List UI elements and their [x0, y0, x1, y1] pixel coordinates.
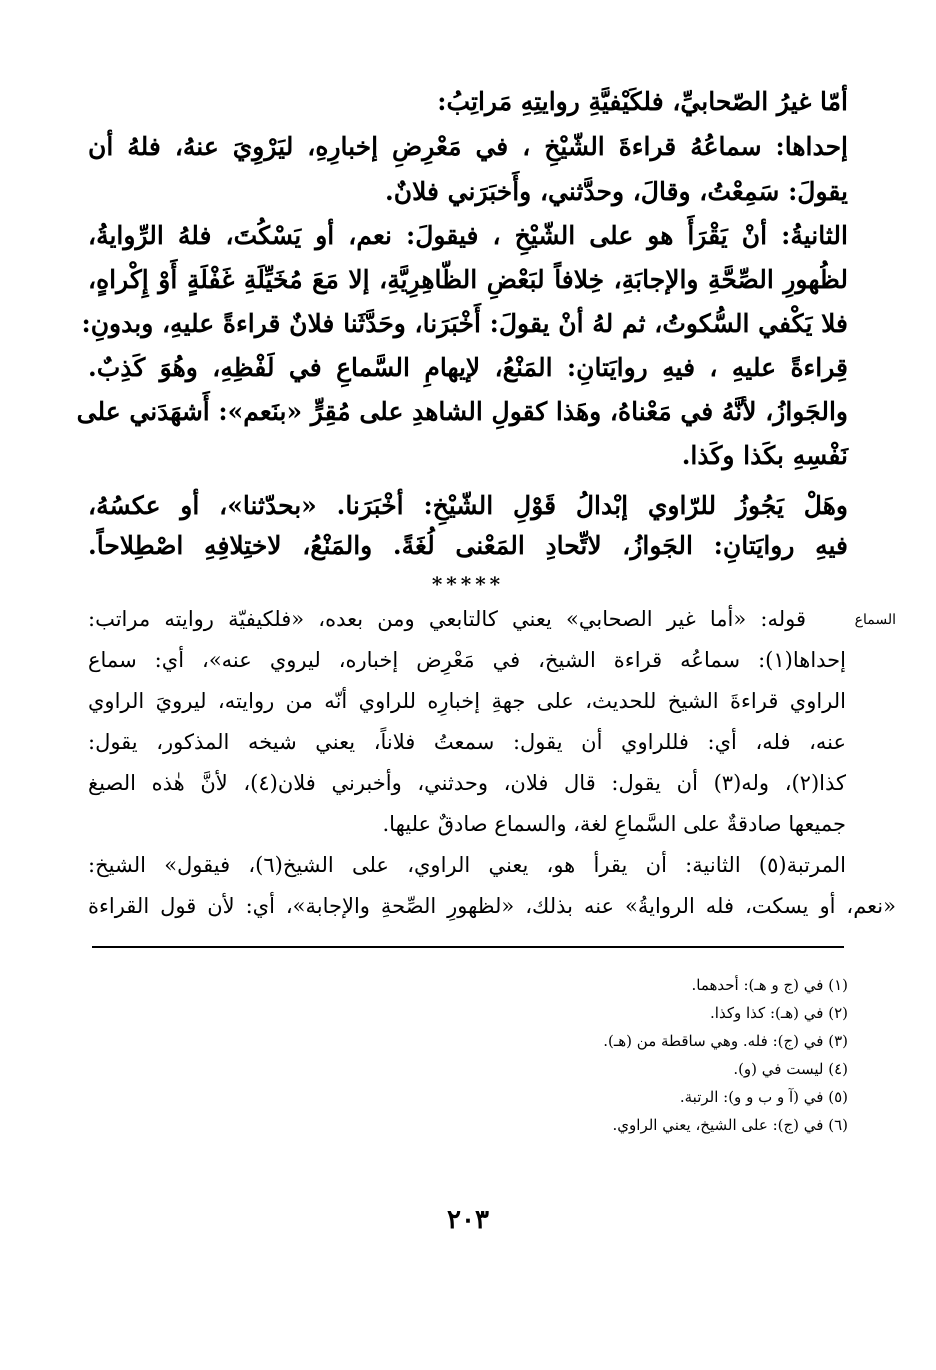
main-text-line: أمّا غيرُ الصّحابيِّ، فلكَيْفيَّةِ روايتِهِ مَراتِبُ: [437, 87, 848, 116]
footnote: (٦) في (ج): على الشيخ، يعني الراوي. [612, 1116, 848, 1134]
commentary-line: «نعم، أو يسكت، فله الروايةُ» عنه بذلك، «لظهورِ الصِّحةِ والإجابة»، أي: لأن قول القراءة [88, 894, 896, 918]
footnote: (٥) في (آ و ب و و): الرتبة. [679, 1088, 848, 1106]
main-text-line: يقولَ: سَمِعْتُ، وقالَ، وحدَّثني، وأَخبَرَني فلانٌ. [385, 177, 848, 206]
commentary-line: كذا(٢)، وله(٣) أن يقول: قال فلان، وحدثني، وأخبرني فلان(٤)، لأنَّ هٰذه الصيغ [88, 771, 847, 795]
commentary-line: إحداها(١): سماعُه قراءة الشيخ، في مَعْرِض إخباره، ليروي عنه»، أي: سماع [88, 648, 846, 672]
margin-note: السماع [854, 612, 896, 628]
main-text-line: الثانيةُ: أنْ يَقْرَأَ هو على الشّيْخِ ، فيقولَ: نعم، أو يَسْكُتَ، فلهُ الرِّوايةُ، [88, 221, 848, 250]
main-text-line: وهَلْ يَجُوزُ للرّاوي إبْدالُ قَوْلِ الشّيْخِ: أخْبَرَنا. «بحدّثنا»، أو عكسُهُ، [88, 491, 848, 520]
main-text-line: قِراءةً عليهِ ، فيهِ روايَتانِ: المَنْعُ، لإيهامِ السَّماعِ في لَفْظِهِ، وهُوَ كَذِبٌ. [88, 353, 848, 382]
section-separator: ***** [431, 572, 505, 596]
main-text-line: نَفْسِهِ بكَذا وكَذا. [681, 441, 848, 470]
commentary-line: قوله: «أما غير الصحابي» يعني كالتابعي ومن بعده، «فلكيفيّة روايته مراتب: [88, 607, 806, 631]
footnote-divider [92, 946, 844, 948]
footnote: (١) في (ج و هـ): أحدهما. [691, 976, 848, 994]
main-text-line: إحداها: سماعُهُ قراءةَ الشّيْخِ ، في مَعْرِضِ إخبارِهِ، ليَرْوِيَ عنهُ، فلهُ أن [88, 132, 848, 161]
main-text-line: لظُهورِ الصِّحَّةِ والإجابَةِ، خِلافاً لبَعْضِ الظّاهِرِيَّةِ، إلا مَعَ مُخَيِّلَةِ غَفْلَةٍ أَوْ إِكْراهٍ، [88, 265, 848, 294]
main-text-line: والجَوازُ، لأنَّهُ في مَعْناهُ، وهَذا كقولِ الشاهدِ على مُقِرٍّ «بنَعم»: أَشهَدَني على [76, 397, 848, 426]
commentary-line: عنه، فله، أي: فللراوي أن يقول: سمعتُ فلاناً، يعني شيخه المذكور، يقول: [88, 730, 846, 754]
main-text-line: فلا يَكْفي السُّكوتُ، ثم لهُ أنْ يقولَ: أَخْبَرَنا، وحَدَّثَنا فلانٌ قراءةً عليهِ، وبدونِ: [81, 309, 848, 338]
footnote: (٣) في (ج): فله. وهي ساقطة من (هـ). [603, 1032, 848, 1050]
footnote: (٤) ليست في (و). [733, 1060, 848, 1078]
main-text-line: فيهِ روايَتانِ: الجَوازُ، لاتِّحادِ المَعْنى لُغَةً. والمَنْعُ، لاختِلافِهِ اصْطِلاحاً. [88, 531, 848, 560]
footnote: (٢) في (هـ): كذا وكذا. [710, 1004, 848, 1022]
commentary-line: جميعها صادقةٌ على السَّماعِ لغة، والسماع صادقٌ عليها. [382, 812, 846, 836]
page-number: ٢٠٣ [447, 1205, 489, 1235]
commentary-line: المرتبة(٥) الثانية: أن يقرأ هو، يعني الراوي، على الشيخ(٦)، فيقول» الشيخ: [88, 853, 846, 877]
commentary-line: الراوي قراءةَ الشيخ للحديث، على جهةِ إخبارِه للراوي أنّه من روايته، ليرويَ الراوي [88, 689, 846, 713]
